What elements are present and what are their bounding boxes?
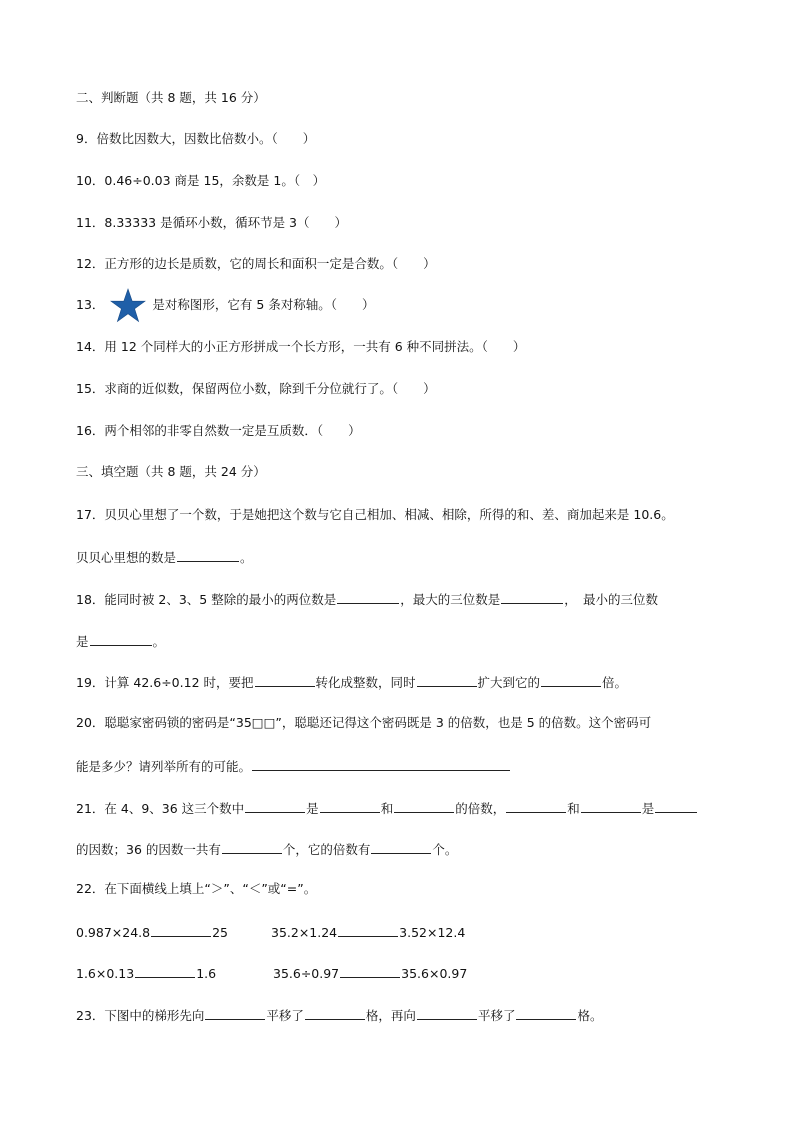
question-9: 9．倍数比因数大，因数比倍数小。（ ） [76, 131, 316, 146]
question-23 [76, 1005, 602, 1025]
answer-blank[interactable] [581, 798, 641, 813]
question-21-part-i: 个。 [432, 842, 458, 857]
question-18-part-d: 是 [76, 634, 89, 649]
question-19-part-a: 19．计算 42.6÷0.12 时，要把 [76, 675, 254, 690]
question-18-part-a: 18．能同时被 2、3、5 整除的最小的两位数是 [76, 592, 337, 607]
question-12: 12．正方形的边长是质数，它的周长和面积一定是合数。（ ） [76, 256, 436, 271]
section-3-heading: 三、填空题（共 8 题，共 24 分） [76, 464, 266, 479]
question-19-part-c: 扩大到它的 [477, 675, 541, 690]
question-17-end: 。 [240, 550, 253, 565]
question-10: 10．0.46÷0.03 商是 15，余数是 1。（ ） [76, 173, 326, 188]
expression-right: 35.6×0.97 [401, 966, 468, 981]
question-23-part-b: 平移了 [266, 1008, 304, 1023]
question-21-part-e: 和 [567, 801, 580, 816]
question-21-part-h: 个，它的倍数有 [282, 842, 371, 857]
question-18-line-2 [76, 631, 165, 651]
expression-right: 1.6 [196, 966, 217, 981]
question-19-part-d: 倍。 [602, 675, 628, 690]
question-22-row-1-left [76, 922, 228, 942]
question-22-row-1-right [271, 922, 465, 942]
question-18-part-b: ，最大的三位数是 [400, 592, 501, 607]
answer-blank[interactable] [252, 756, 510, 771]
answer-blank[interactable] [320, 798, 380, 813]
answer-blank[interactable] [177, 547, 239, 562]
answer-blank[interactable] [417, 672, 477, 687]
question-22-row-2-right [273, 963, 467, 983]
question-20-line-2 [76, 756, 511, 776]
answer-blank[interactable] [506, 798, 566, 813]
answer-blank[interactable] [245, 798, 305, 813]
question-16: 16．两个相邻的非零自然数一定是互质数．（ ） [76, 423, 361, 438]
expression-right: 25 [212, 925, 228, 940]
answer-blank[interactable] [417, 1005, 477, 1020]
answer-blank[interactable] [337, 589, 399, 604]
answer-blank[interactable] [135, 963, 195, 978]
answer-blank[interactable] [305, 1005, 365, 1020]
question-23-part-c: 格，再向 [365, 1008, 416, 1023]
answer-blank[interactable] [516, 1005, 576, 1020]
expression-right: 3.52×12.4 [399, 925, 466, 940]
question-14: 14．用 12 个同样大的小正方形拼成一个长方形，一共有 6 种不同拼法。（ ） [76, 339, 526, 354]
expression-left: 1.6×0.13 [76, 966, 135, 981]
answer-blank[interactable] [151, 922, 211, 937]
question-19-part-b: 转化成整数，同时 [315, 675, 416, 690]
question-22-title: 22．在下面横线上填上“＞”、“＜”或“=”。 [76, 881, 317, 896]
question-18-part-c: ， 最小的三位数 [564, 592, 658, 607]
question-21-part-d: 的倍数， [455, 801, 506, 816]
section-2-heading: 二、判断题（共 8 题，共 16 分） [76, 90, 266, 105]
answer-blank[interactable] [90, 631, 152, 646]
question-23-part-e: 格。 [577, 1008, 603, 1023]
question-15: 15．求商的近似数，保留两位小数，除到千分位就行了。（ ） [76, 381, 436, 396]
question-18-line-1 [76, 589, 658, 609]
question-21-part-c: 和 [380, 801, 394, 816]
question-21-part-f: 是 [641, 801, 655, 816]
question-18-part-e: 。 [152, 634, 166, 649]
question-11: 11．8.33333 是循环小数，循环节是 3（ ） [76, 215, 347, 230]
question-21-part-b: 是 [306, 801, 319, 816]
question-20-prompt: 能是多少？请列举所有的可能。 [76, 759, 252, 774]
answer-blank[interactable] [655, 798, 697, 813]
question-17-line-1: 17．贝贝心里想了一个数，于是她把这个数与它自己相加、相减、相除，所得的和、差、商加起来是 10.6。 [76, 507, 674, 522]
question-13-number: 13． [76, 297, 105, 312]
question-21-part-g: 的因数；36 的因数一共有 [76, 842, 221, 857]
question-22-row-2-left [76, 963, 216, 983]
question-17-line-2 [76, 547, 253, 567]
question-13 [76, 286, 375, 324]
question-17-prompt: 贝贝心里想的数是 [76, 550, 177, 565]
question-21-line-2 [76, 839, 457, 859]
expression-left: 35.6÷0.97 [273, 966, 340, 981]
answer-blank[interactable] [501, 589, 563, 604]
blue-star-icon [110, 288, 146, 324]
question-23-part-a: 23．下图中的梯形先向 [76, 1008, 205, 1023]
question-23-part-d: 平移了 [477, 1008, 516, 1023]
answer-blank[interactable] [541, 672, 601, 687]
question-21-part-a: 21．在 4、9、36 这三个数中 [76, 801, 245, 816]
answer-blank[interactable] [340, 963, 400, 978]
question-21-line-1 [76, 798, 698, 818]
expression-left: 35.2×1.24 [271, 925, 338, 940]
question-19 [76, 672, 627, 692]
answer-blank[interactable] [222, 839, 282, 854]
answer-blank[interactable] [205, 1005, 265, 1020]
answer-blank[interactable] [338, 922, 398, 937]
answer-blank[interactable] [394, 798, 454, 813]
question-20-line-1: 20．聪聪家密码锁的密码是“35□□”，聪聪还记得这个密码既是 3 的倍数，也是 5 的倍数。这个密码可 [76, 715, 652, 730]
answer-blank[interactable] [371, 839, 431, 854]
question-13-text: 是对称图形，它有 5 条对称轴。（ ） [152, 297, 375, 312]
answer-blank[interactable] [255, 672, 315, 687]
expression-left: 0.987×24.8 [76, 925, 151, 940]
